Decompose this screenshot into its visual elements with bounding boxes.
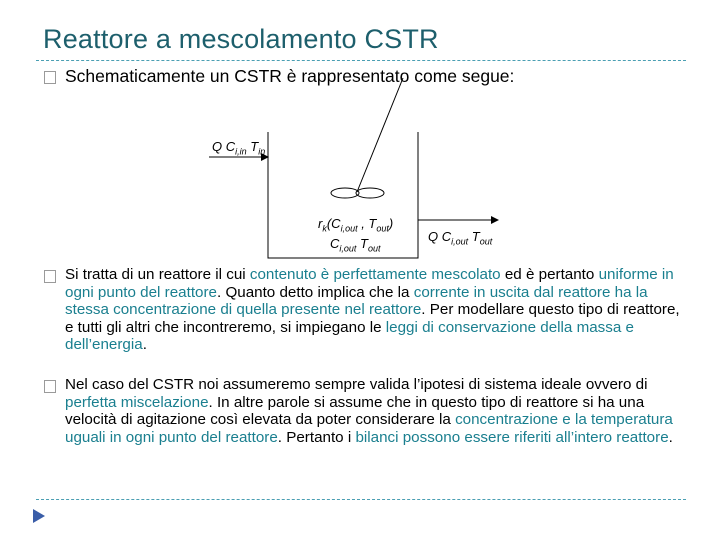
text-segment: . Quanto detto implica che la (217, 283, 414, 301)
impeller-blade-right (356, 188, 384, 198)
rate-temp-subscript: out (376, 223, 389, 234)
contents-conc-subscript: i,out (339, 243, 357, 254)
stirrer-shaft (357, 78, 403, 192)
rate-symbol: r (318, 216, 323, 231)
outlet-conc-subscript: i,out (451, 236, 469, 247)
text-segment: ed è pertanto (500, 266, 599, 283)
text-segment: . Pertanto i (277, 428, 356, 446)
highlighted-term: uniforme in ogni punto del reattore (65, 266, 674, 301)
rate-subscript: k (322, 223, 327, 234)
highlighted-term: bilanci possono essere riferiti all’intero reattore (355, 428, 669, 446)
text-segment: . Per modellare questo tipo di reattore, e tutti gli altri che incontreremo, si impiegano le (65, 301, 680, 336)
highlighted-term: concentrazione e la temperatura uguali in ogni punto del reattore (65, 411, 673, 446)
outlet-temp-symbol: T (471, 229, 480, 244)
reaction-rate-label (318, 216, 393, 234)
text-segment: Nel caso del CSTR noi assumeremo sempre valida l’ipotesi di sistema ideale ovvero di (65, 376, 648, 393)
inlet-label (212, 139, 265, 157)
inlet-flow-symbol: Q (212, 139, 223, 154)
square-bullet-icon (44, 380, 56, 393)
text-segment: Si tratta di un reattore il cui (65, 266, 250, 283)
outlet-temp-subscript: out (479, 236, 493, 247)
highlighted-term: corrente in uscita dal reattore ha la stessa concentrazione di quella presente nel reattore (65, 283, 648, 319)
text-segment: . (142, 336, 147, 354)
square-bullet-icon (44, 270, 56, 283)
highlighted-term: perfetta miscelazione (65, 393, 209, 411)
reactor-contents-label (330, 236, 381, 254)
highlighted-term: leggi di conservazione della massa e dell’energia (65, 318, 634, 354)
contents-conc-symbol: C (330, 236, 340, 251)
rate-args-close: ) (388, 216, 394, 231)
contents-temp-symbol: T (360, 236, 368, 251)
text-segment: . In altre parole si assume che in questo tipo di reattore si ha una velocità di agitazione così elevata da poter considerare la (65, 393, 645, 429)
rate-args-temp: , T (357, 216, 377, 231)
impeller-blade-left (331, 188, 359, 198)
outlet-label (428, 229, 492, 247)
inlet-conc-subscript: i,in (235, 146, 247, 157)
next-slide-arrow-icon[interactable] (33, 509, 45, 523)
inlet-conc-symbol: C (225, 139, 236, 154)
contents-temp-subscript: out (367, 243, 381, 254)
inlet-temp-subscript: in (258, 146, 266, 157)
outlet-flow-symbol: Q (428, 229, 439, 244)
rate-conc-subscript: i,out (340, 223, 358, 234)
bullet-paragraph-mixing (65, 266, 685, 354)
rate-args-open: (C (326, 216, 341, 231)
highlighted-term: contenuto è perfettamente mescolato (249, 266, 501, 283)
outlet-conc-symbol: C (441, 229, 452, 244)
text-segment: . (668, 428, 673, 446)
intro-text: Schematicamente un CSTR è rappresentato come segue: (65, 66, 515, 86)
bullet-paragraph-ideal (65, 376, 685, 446)
footer-divider (36, 499, 686, 500)
inlet-temp-symbol: T (250, 139, 259, 154)
slide-title: Reattore a mescolamento CSTR (43, 24, 439, 54)
